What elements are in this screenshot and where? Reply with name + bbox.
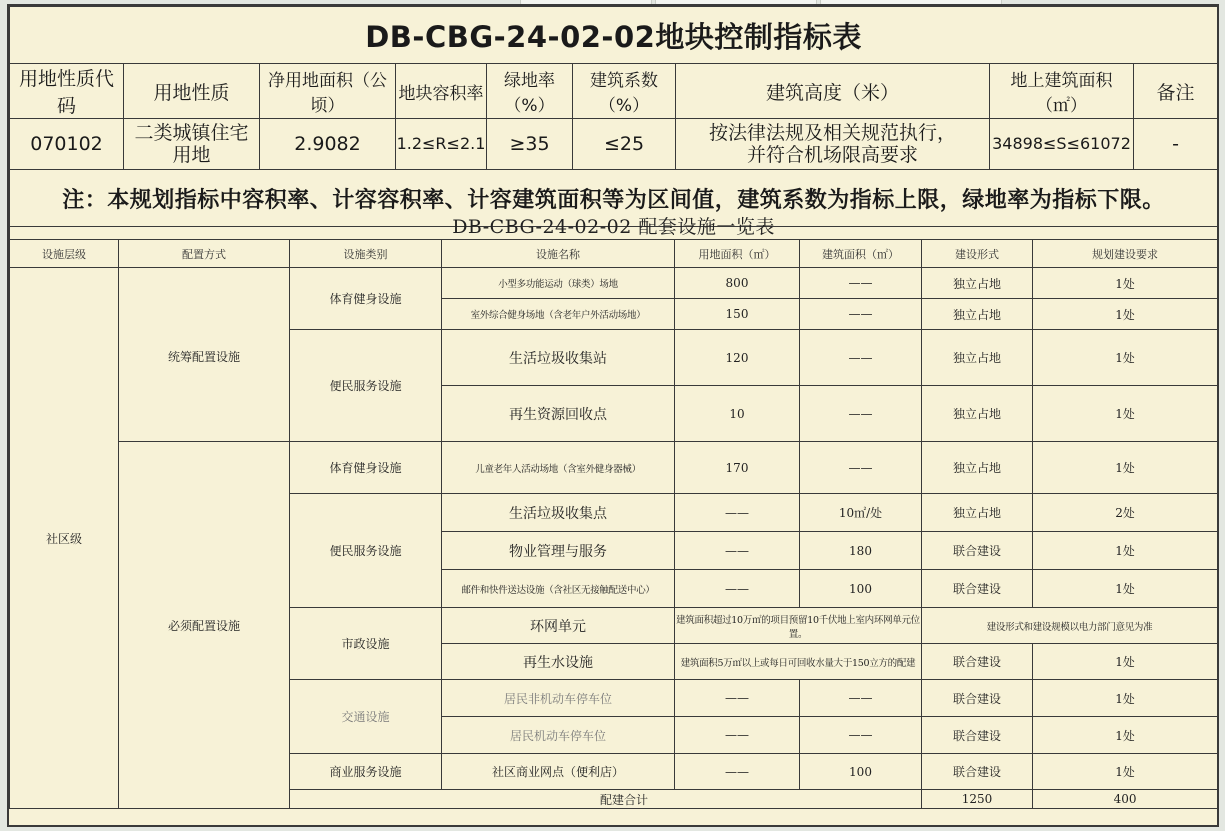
land-area: 10 (675, 386, 800, 442)
category-service: 便民服务设施 (290, 330, 442, 442)
header-net-area: 净用地面积（公顷） (260, 64, 396, 119)
requirement: 1处 (1033, 299, 1218, 330)
total-building-area: 400 (1033, 790, 1218, 809)
land-build-note: 建筑面积超过10万㎡的项目预留10千伏地上室内环网单元位置。 (675, 608, 922, 644)
document-sheet (7, 4, 1219, 827)
building-area: —— (800, 442, 922, 494)
category-sport: 体育健身设施 (290, 442, 442, 494)
land-area: —— (675, 532, 800, 570)
requirement: 1处 (1033, 717, 1218, 754)
header-land-code: 用地性质代码 (10, 64, 124, 119)
value-remark: - (1134, 119, 1218, 170)
land-area: —— (675, 680, 800, 717)
building-area: 180 (800, 532, 922, 570)
mode-cell-mandatory: 必须配置设施 (119, 442, 290, 809)
build-form: 联合建设 (922, 680, 1033, 717)
form-requirement-note: 建设形式和建设规模以电力部门意见为准 (922, 608, 1218, 644)
land-area: —— (675, 494, 800, 532)
requirement: 1处 (1033, 754, 1218, 790)
header-far: 地块容积率 (396, 64, 487, 119)
building-area: 100 (800, 754, 922, 790)
requirement: 1处 (1033, 386, 1218, 442)
requirement: 1处 (1033, 680, 1218, 717)
build-form: 独立占地 (922, 494, 1033, 532)
requirement: 1处 (1033, 644, 1218, 680)
build-form: 联合建设 (922, 717, 1033, 754)
building-area: —— (800, 330, 922, 386)
header-green-ratio: 绿地率（%） (487, 64, 573, 119)
header-mode: 配置方式 (119, 240, 290, 268)
land-area: 170 (675, 442, 800, 494)
value-land-nature: 二类城镇住宅用地 (124, 119, 260, 170)
control-header-row (10, 64, 1218, 119)
header-facility-name: 设施名称 (442, 240, 675, 268)
land-build-note: 建筑面积5万㎡以上或每日可回收水量大于150立方的配建 (675, 644, 922, 680)
table-row (10, 442, 1218, 494)
header-building-area: 建筑面积（㎡） (800, 240, 922, 268)
header-land-area: 用地面积（㎡） (675, 240, 800, 268)
facility-table-caption: DB-CBG-24-02-02 配套设施一览表 (10, 212, 1218, 240)
building-area: —— (800, 268, 922, 299)
building-area: 10㎡/处 (800, 494, 922, 532)
category-traffic: 交通设施 (290, 680, 442, 754)
value-green-ratio: ≥35 (487, 119, 573, 170)
facility-name: 居民机动车停车位 (442, 717, 675, 754)
header-height: 建筑高度（米） (676, 64, 990, 119)
build-form: 独立占地 (922, 386, 1033, 442)
requirement: 1处 (1033, 268, 1218, 299)
header-coverage: 建筑系数（%） (573, 64, 676, 119)
building-area: —— (800, 299, 922, 330)
facility-name: 生活垃圾收集站 (442, 330, 675, 386)
land-area: 120 (675, 330, 800, 386)
facility-name: 社区商业网点（便利店） (442, 754, 675, 790)
requirement: 2处 (1033, 494, 1218, 532)
facility-name: 儿童老年人活动场地（含室外健身器械） (442, 442, 675, 494)
header-remark: 备注 (1134, 64, 1218, 119)
control-value-row (10, 119, 1218, 170)
land-area: 800 (675, 268, 800, 299)
value-coverage: ≤25 (573, 119, 676, 170)
header-requirement: 规划建设要求 (1033, 240, 1218, 268)
header-level: 设施层级 (10, 240, 119, 268)
land-area: —— (675, 570, 800, 608)
build-form: 联合建设 (922, 570, 1033, 608)
build-form: 联合建设 (922, 644, 1033, 680)
value-height: 按法律法规及相关规范执行，并符合机场限高要求 (676, 119, 990, 170)
building-area: —— (800, 680, 922, 717)
category-sport: 体育健身设施 (290, 268, 442, 330)
facility-table (9, 212, 1218, 809)
facility-name: 再生资源回收点 (442, 386, 675, 442)
facility-name: 再生水设施 (442, 644, 675, 680)
facility-name: 室外综合健身场地（含老年户外活动场地） (442, 299, 675, 330)
control-table-title: DB-CBG-24-02-02地块控制指标表 (10, 7, 1218, 64)
facility-header-row (10, 240, 1218, 268)
header-land-nature: 用地性质 (124, 64, 260, 119)
land-area: 150 (675, 299, 800, 330)
requirement: 1处 (1033, 532, 1218, 570)
total-land-area: 1250 (922, 790, 1033, 809)
build-form: 独立占地 (922, 299, 1033, 330)
header-category: 设施类别 (290, 240, 442, 268)
land-area: —— (675, 717, 800, 754)
value-land-code: 070102 (10, 119, 124, 170)
facility-name: 环网单元 (442, 608, 675, 644)
category-service: 便民服务设施 (290, 494, 442, 608)
category-municipal: 市政设施 (290, 608, 442, 680)
building-area: 100 (800, 570, 922, 608)
facility-name: 居民非机动车停车位 (442, 680, 675, 717)
requirement: 1处 (1033, 570, 1218, 608)
control-note: 注：本规划指标中容积率、计容容积率、计容建筑面积等为区间值，建筑系数为指标上限，绿地率为指标下限。 (10, 170, 1218, 227)
build-form: 独立占地 (922, 330, 1033, 386)
facility-name: 物业管理与服务 (442, 532, 675, 570)
value-gfa: 34898≤S≤61072 (990, 119, 1134, 170)
build-form: 独立占地 (922, 442, 1033, 494)
facility-name: 邮件和快件送达设施（含社区无接触配送中心） (442, 570, 675, 608)
building-area: —— (800, 386, 922, 442)
land-area: —— (675, 754, 800, 790)
requirement: 1处 (1033, 330, 1218, 386)
build-form: 联合建设 (922, 754, 1033, 790)
build-form: 联合建设 (922, 532, 1033, 570)
header-build-form: 建设形式 (922, 240, 1033, 268)
table-row (10, 268, 1218, 299)
building-area: —— (800, 717, 922, 754)
requirement: 1处 (1033, 442, 1218, 494)
facility-name: 小型多功能运动（球类）场地 (442, 268, 675, 299)
value-net-area: 2.9082 (260, 119, 396, 170)
total-label: 配建合计 (290, 790, 922, 809)
header-gfa: 地上建筑面积（㎡） (990, 64, 1134, 119)
mode-cell-coordinated: 统筹配置设施 (119, 268, 290, 442)
facility-name: 生活垃圾收集点 (442, 494, 675, 532)
build-form: 独立占地 (922, 268, 1033, 299)
control-index-table (9, 6, 1218, 227)
category-commerce: 商业服务设施 (290, 754, 442, 790)
level-cell: 社区级 (10, 268, 119, 809)
value-far: 1.2≤R≤2.1 (396, 119, 487, 170)
